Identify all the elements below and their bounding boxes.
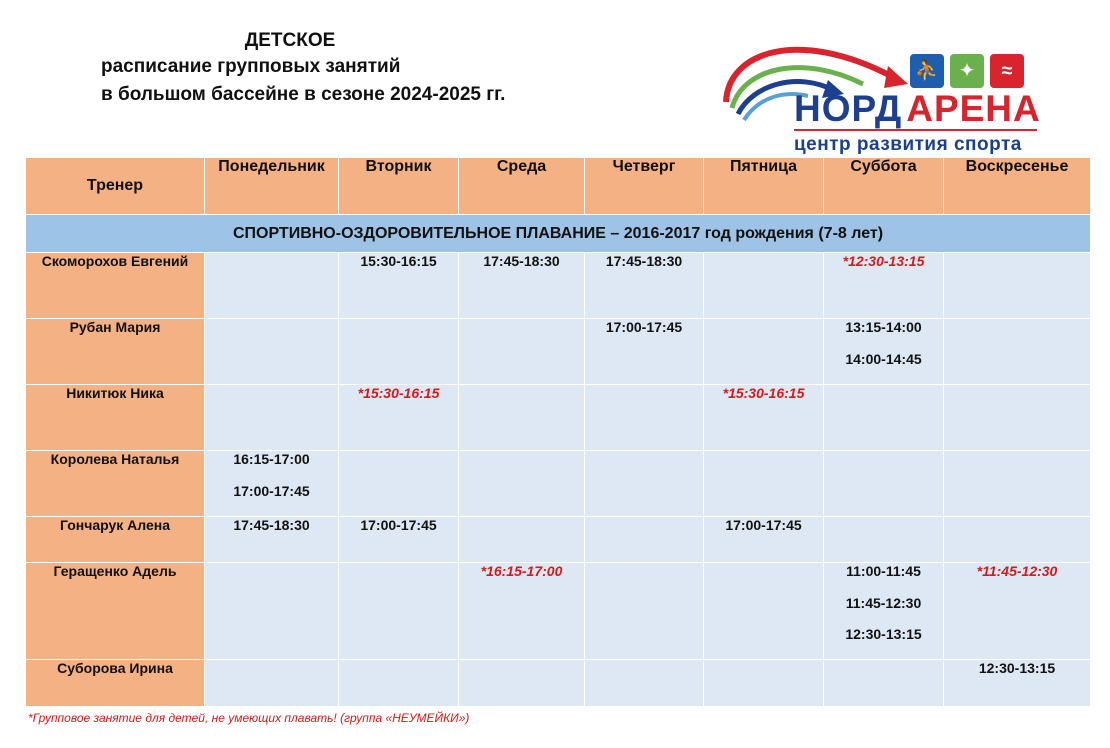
schedule-cell <box>944 660 1091 707</box>
schedule-cell <box>824 385 944 451</box>
header-saturday: Суббота <box>824 158 944 215</box>
schedule-cell <box>205 451 339 517</box>
schedule-cell <box>339 451 459 517</box>
header-friday: Пятница <box>704 158 824 215</box>
schedule-cell <box>944 385 1091 451</box>
title-line-1: ДЕТСКОЕ <box>244 30 336 51</box>
time-slot: 11:45-12:30 <box>845 594 922 611</box>
schedule-cell <box>585 253 704 319</box>
schedule-cell <box>339 253 459 319</box>
schedule-cell <box>339 319 459 385</box>
schedule-cell <box>585 319 704 385</box>
schedule-cell <box>944 451 1091 517</box>
schedule-table <box>25 157 1091 707</box>
trainer-name: Королева Наталья <box>26 451 205 517</box>
table-row <box>26 385 1091 451</box>
schedule-cell <box>704 660 824 707</box>
basketball-icon: ⛹ <box>910 54 944 88</box>
table-header-row <box>26 158 1091 215</box>
trainer-name: Скоморохов Евгений <box>26 253 205 319</box>
time-slot: 11:00-11:45 <box>846 563 921 579</box>
section-title: СПОРТИВНО-ОЗДОРОВИТЕЛЬНОЕ ПЛАВАНИЕ – 2016-2017 год рождения (7-8 лет) <box>26 215 1091 253</box>
brand-arena: АРЕНА <box>906 88 1041 129</box>
schedule-cell <box>585 660 704 707</box>
gymnastics-icon: ✦ <box>950 54 984 88</box>
time-slot: *12:30-13:15 <box>842 253 925 269</box>
trainer-name: Геращенко Адель <box>26 563 205 660</box>
schedule-cell <box>205 660 339 707</box>
schedule-cell <box>205 563 339 660</box>
time-slot: 13:15-14:00 <box>845 319 922 335</box>
time-slot: 17:00-17:45 <box>360 517 437 533</box>
schedule-cell <box>585 517 704 563</box>
schedule-cell <box>459 385 585 451</box>
schedule-cell <box>585 563 704 660</box>
header-sunday: Воскресенье <box>944 158 1091 215</box>
schedule-cell <box>944 563 1091 660</box>
schedule-cell <box>944 253 1091 319</box>
time-slot: 14:00-14:45 <box>845 350 922 367</box>
table-row <box>26 451 1091 517</box>
brand-nord: НОРД <box>794 88 903 129</box>
time-slot: 17:45-18:30 <box>605 253 683 269</box>
schedule-cell <box>704 563 824 660</box>
schedule-cell <box>459 517 585 563</box>
schedule-cell <box>824 253 944 319</box>
schedule-cell <box>459 253 585 319</box>
logo-brand-name <box>794 88 1041 130</box>
header-tuesday: Вторник <box>339 158 459 215</box>
time-slot: *16:15-17:00 <box>480 563 563 579</box>
schedule-cell <box>704 253 824 319</box>
schedule-cell <box>339 385 459 451</box>
logo-divider <box>794 129 1037 131</box>
table-row <box>26 253 1091 319</box>
time-slot: 12:30-13:15 <box>978 660 1056 676</box>
time-slot: 12:30-13:15 <box>845 626 922 642</box>
header-thursday: Четверг <box>585 158 704 215</box>
schedule-cell <box>944 319 1091 385</box>
time-slot: 15:30-16:15 <box>360 253 437 269</box>
schedule-cell <box>459 563 585 660</box>
schedule-cell <box>205 517 339 563</box>
schedule-cell <box>205 319 339 385</box>
time-slot: *15:30-16:15 <box>722 385 805 401</box>
section-row <box>26 215 1091 253</box>
logo-tagline: центр развития спорта <box>794 134 1022 155</box>
schedule-cell <box>704 517 824 563</box>
time-slot: 17:00-17:45 <box>725 517 802 533</box>
title-line-3: в большом бассейне в сезоне 2024-2025 гг. <box>101 84 506 105</box>
time-slot: *15:30-16:15 <box>357 385 440 401</box>
schedule-cell <box>824 319 944 385</box>
schedule-cell <box>459 319 585 385</box>
schedule-cell <box>205 253 339 319</box>
schedule-cell <box>339 563 459 660</box>
table-row <box>26 517 1091 563</box>
schedule-cell <box>824 563 944 660</box>
schedule-cell <box>205 385 339 451</box>
header-trainer: Тренер <box>26 158 205 215</box>
schedule-cell <box>824 517 944 563</box>
schedule-cell <box>339 660 459 707</box>
schedule-cell <box>824 451 944 517</box>
header-monday: Понедельник <box>205 158 339 215</box>
time-slot: 17:45-18:30 <box>483 253 560 269</box>
schedule-cell <box>704 319 824 385</box>
time-slot: 17:00-17:45 <box>233 482 310 499</box>
schedule-cell <box>704 385 824 451</box>
time-slot: 17:00-17:45 <box>605 319 683 335</box>
schedule-cell <box>459 451 585 517</box>
time-slot: 16:15-17:00 <box>233 451 310 467</box>
nord-arena-logo <box>718 32 1048 157</box>
header-wednesday: Среда <box>459 158 585 215</box>
page-title <box>0 30 620 106</box>
schedule-cell <box>585 385 704 451</box>
table-row <box>26 563 1091 660</box>
time-slot: *11:45-12:30 <box>976 563 1058 579</box>
table-row <box>26 319 1091 385</box>
schedule-cell <box>824 660 944 707</box>
schedule-cell <box>459 660 585 707</box>
trainer-name: Гончарук Алена <box>26 517 205 563</box>
table-row <box>26 660 1091 707</box>
trainer-name: Суборова Ирина <box>26 660 205 707</box>
schedule-cell <box>339 517 459 563</box>
time-slot: 17:45-18:30 <box>233 517 310 533</box>
schedule-cell <box>704 451 824 517</box>
trainer-name: Рубан Мария <box>26 319 205 385</box>
schedule-cell <box>585 451 704 517</box>
trainer-name: Никитюк Ника <box>26 385 205 451</box>
footnote: *Групповое занятие для детей, не умеющих плавать! (группа «НЕУМЕЙКИ») <box>28 711 470 725</box>
swimming-icon: ≈ <box>990 54 1024 88</box>
title-line-2: расписание групповых занятий <box>101 56 401 77</box>
schedule-cell <box>944 517 1091 563</box>
